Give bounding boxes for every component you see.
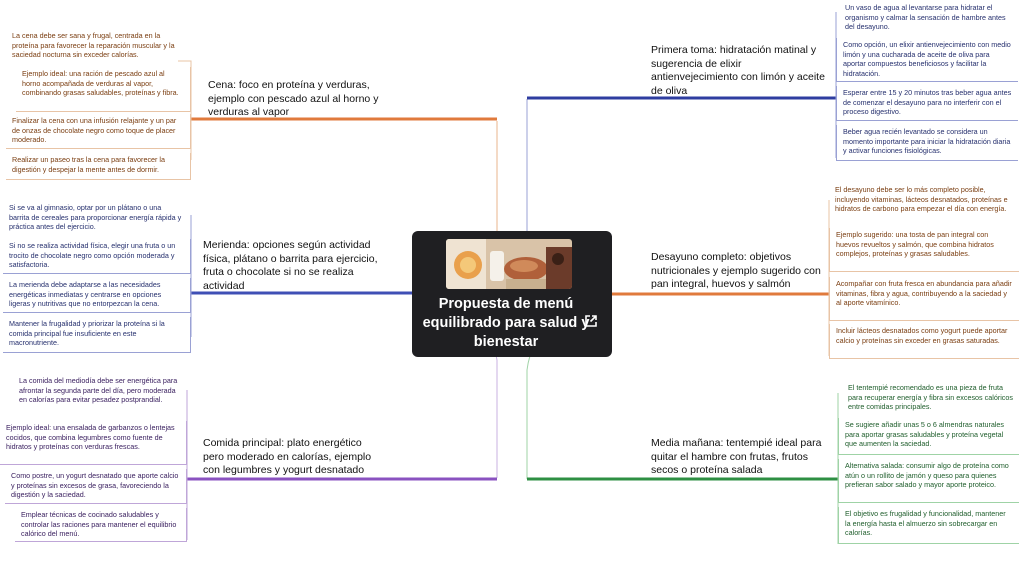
leaf-comida-2[interactable]: Ejemplo ideal: una ensalada de garbanzos o lentejas cocidos, que combina legumbres como fuente de hidratos y proteínas con verduras frescas. bbox=[0, 421, 187, 465]
leaf-cena-1[interactable]: La cena debe ser sana y frugal, centrada en la proteína para favorecer la reparación muscular y la saciedad nocturna sin exceder calorías. bbox=[12, 31, 175, 59]
branch-media-manana[interactable]: Media mañana: tentempié ideal para quitar el hambre con frutas, frutos secos o proteína salada bbox=[651, 437, 822, 476]
leaf-media-1[interactable]: El tentempié recomendado es una pieza de fruta para recuperar energía y fibra sin excesos calóricos entre comidas principales. bbox=[848, 383, 1013, 411]
leaf-primera-3[interactable]: Esperar entre 15 y 20 minutos tras beber agua antes de comenzar el desayuno para no interferir con el proceso digestivo. bbox=[836, 86, 1018, 121]
leaf-merienda-2[interactable]: Si no se realiza actividad física, elegir una fruta o un trocito de chocolate negro como opción moderada y satisfactoria. bbox=[3, 239, 191, 274]
branch-cena[interactable]: Cena: foco en proteína y verduras, ejemplo con pescado azul al horno y verduras al vapor bbox=[208, 79, 379, 118]
leaf-primera-1[interactable]: Un vaso de agua al levantarse para hidratar el organismo y calmar la sensación de hambre antes del desayuno. bbox=[845, 3, 1006, 31]
leaf-media-3[interactable]: Alternativa salada: consumir algo de proteína como atún o un rollito de jamón y queso para quienes prefieran sabor salado y mayor aporte proteico. bbox=[838, 459, 1019, 503]
branch-comida[interactable]: Comida principal: plato energético pero moderado en calorías, ejemplo con legumbres y yogurt desnatado bbox=[203, 437, 372, 476]
leaf-merienda-1[interactable]: Si se va al gimnasio, optar por un plátano o una barrita de cereales para proporcionar energía rápida y práctica antes del ejercicio. bbox=[9, 203, 182, 231]
leaf-desayuno-1[interactable]: El desayuno debe ser lo más completo posible, incluyendo vitaminas, lácteos desnatados, proteínas e hidratos de carbono para empezar el día con energía. bbox=[835, 185, 1008, 213]
leaf-cena-2[interactable]: Ejemplo ideal: una ración de pescado azul al horno acompañada de verduras al vapor, combinando grasas saludables, proteínas y fibra. bbox=[16, 67, 191, 112]
leaf-merienda-4[interactable]: Mantener la frugalidad y priorizar la proteína si la comida principal fue insuficiente en este macronutriente. bbox=[3, 317, 191, 353]
external-link-icon[interactable] bbox=[584, 314, 598, 328]
branch-desayuno[interactable]: Desayuno completo: objetivos nutricionales y ejemplo sugerido con pan integral, huevos y salmón bbox=[651, 251, 821, 290]
branch-primera-toma[interactable]: Primera toma: hidratación matinal y sugerencia de elixir antienvejecimiento con limón y aceite de oliva bbox=[651, 44, 825, 97]
branch-merienda[interactable]: Merienda: opciones según actividad física, plátano o barrita para ejercicio, fruta o chocolate si no se realiza actividad bbox=[203, 239, 378, 292]
leaf-comida-3[interactable]: Como postre, un yogurt desnatado que aporte calcio y proteínas sin excesos de grasa, favoreciendo la digestión y la saciedad. bbox=[5, 469, 187, 504]
leaf-media-2[interactable]: Se sugiere añadir unas 5 o 6 almendras naturales para aportar grasas saludables y proteína vegetal que aumenten la saciedad. bbox=[838, 418, 1019, 455]
leaf-cena-3[interactable]: Finalizar la cena con una infusión relajante y un par de onzas de chocolate negro como toque de placer moderado. bbox=[6, 114, 191, 149]
leaf-desayuno-4[interactable]: Incluir lácteos desnatados como yogurt puede aportar calcio y proteínas sin exceder en grasas saturadas. bbox=[829, 324, 1019, 359]
food-photo-icon bbox=[446, 239, 572, 289]
leaf-desayuno-3[interactable]: Acompañar con fruta fresca en abundancia para añadir vitaminas, fibra y agua, contribuyendo a la saciedad y al aporte vitamínico. bbox=[829, 277, 1019, 321]
leaf-primera-4[interactable]: Beber agua recién levantado se considera un momento importante para iniciar la hidratación diaria y activar funciones fisiológicas. bbox=[836, 125, 1018, 161]
leaf-comida-4[interactable]: Emplear técnicas de cocinado saludables y controlar las raciones para mantener el equilibrio calórico del menú. bbox=[15, 508, 187, 542]
leaf-desayuno-2[interactable]: Ejemplo sugerido: una tosta de pan integral con huevos revueltos y salmón, que combina hidratos complejos, proteínas y grasas saludables. bbox=[829, 228, 1019, 272]
leaf-media-4[interactable]: El objetivo es frugalidad y funcionalidad, mantener la energía hasta el almuerzo sin sobrecargar en calorías. bbox=[838, 507, 1019, 544]
central-topic[interactable] bbox=[412, 231, 612, 357]
leaf-primera-2[interactable]: Como opción, un elixir antienvejecimiento con medio limón y una cucharada de aceite de oliva para aportar compuestos beneficiosos y facilitar la hidratación. bbox=[836, 38, 1018, 82]
central-title: Propuesta de menú equilibrado para salud y bienestar bbox=[422, 296, 590, 350]
leaf-cena-4[interactable]: Realizar un paseo tras la cena para favorecer la digestión y despejar la mente antes de dormir. bbox=[6, 153, 191, 180]
leaf-merienda-3[interactable]: La merienda debe adaptarse a las necesidades energéticas inmediatas y centrarse en opciones ligeras y nutritivas que no entorpezcan la cena. bbox=[3, 278, 191, 313]
leaf-comida-1[interactable]: La comida del mediodía debe ser energética para afrontar la segunda parte del día, pero moderada en calorías para evitar pesadez postprandial. bbox=[19, 376, 178, 404]
